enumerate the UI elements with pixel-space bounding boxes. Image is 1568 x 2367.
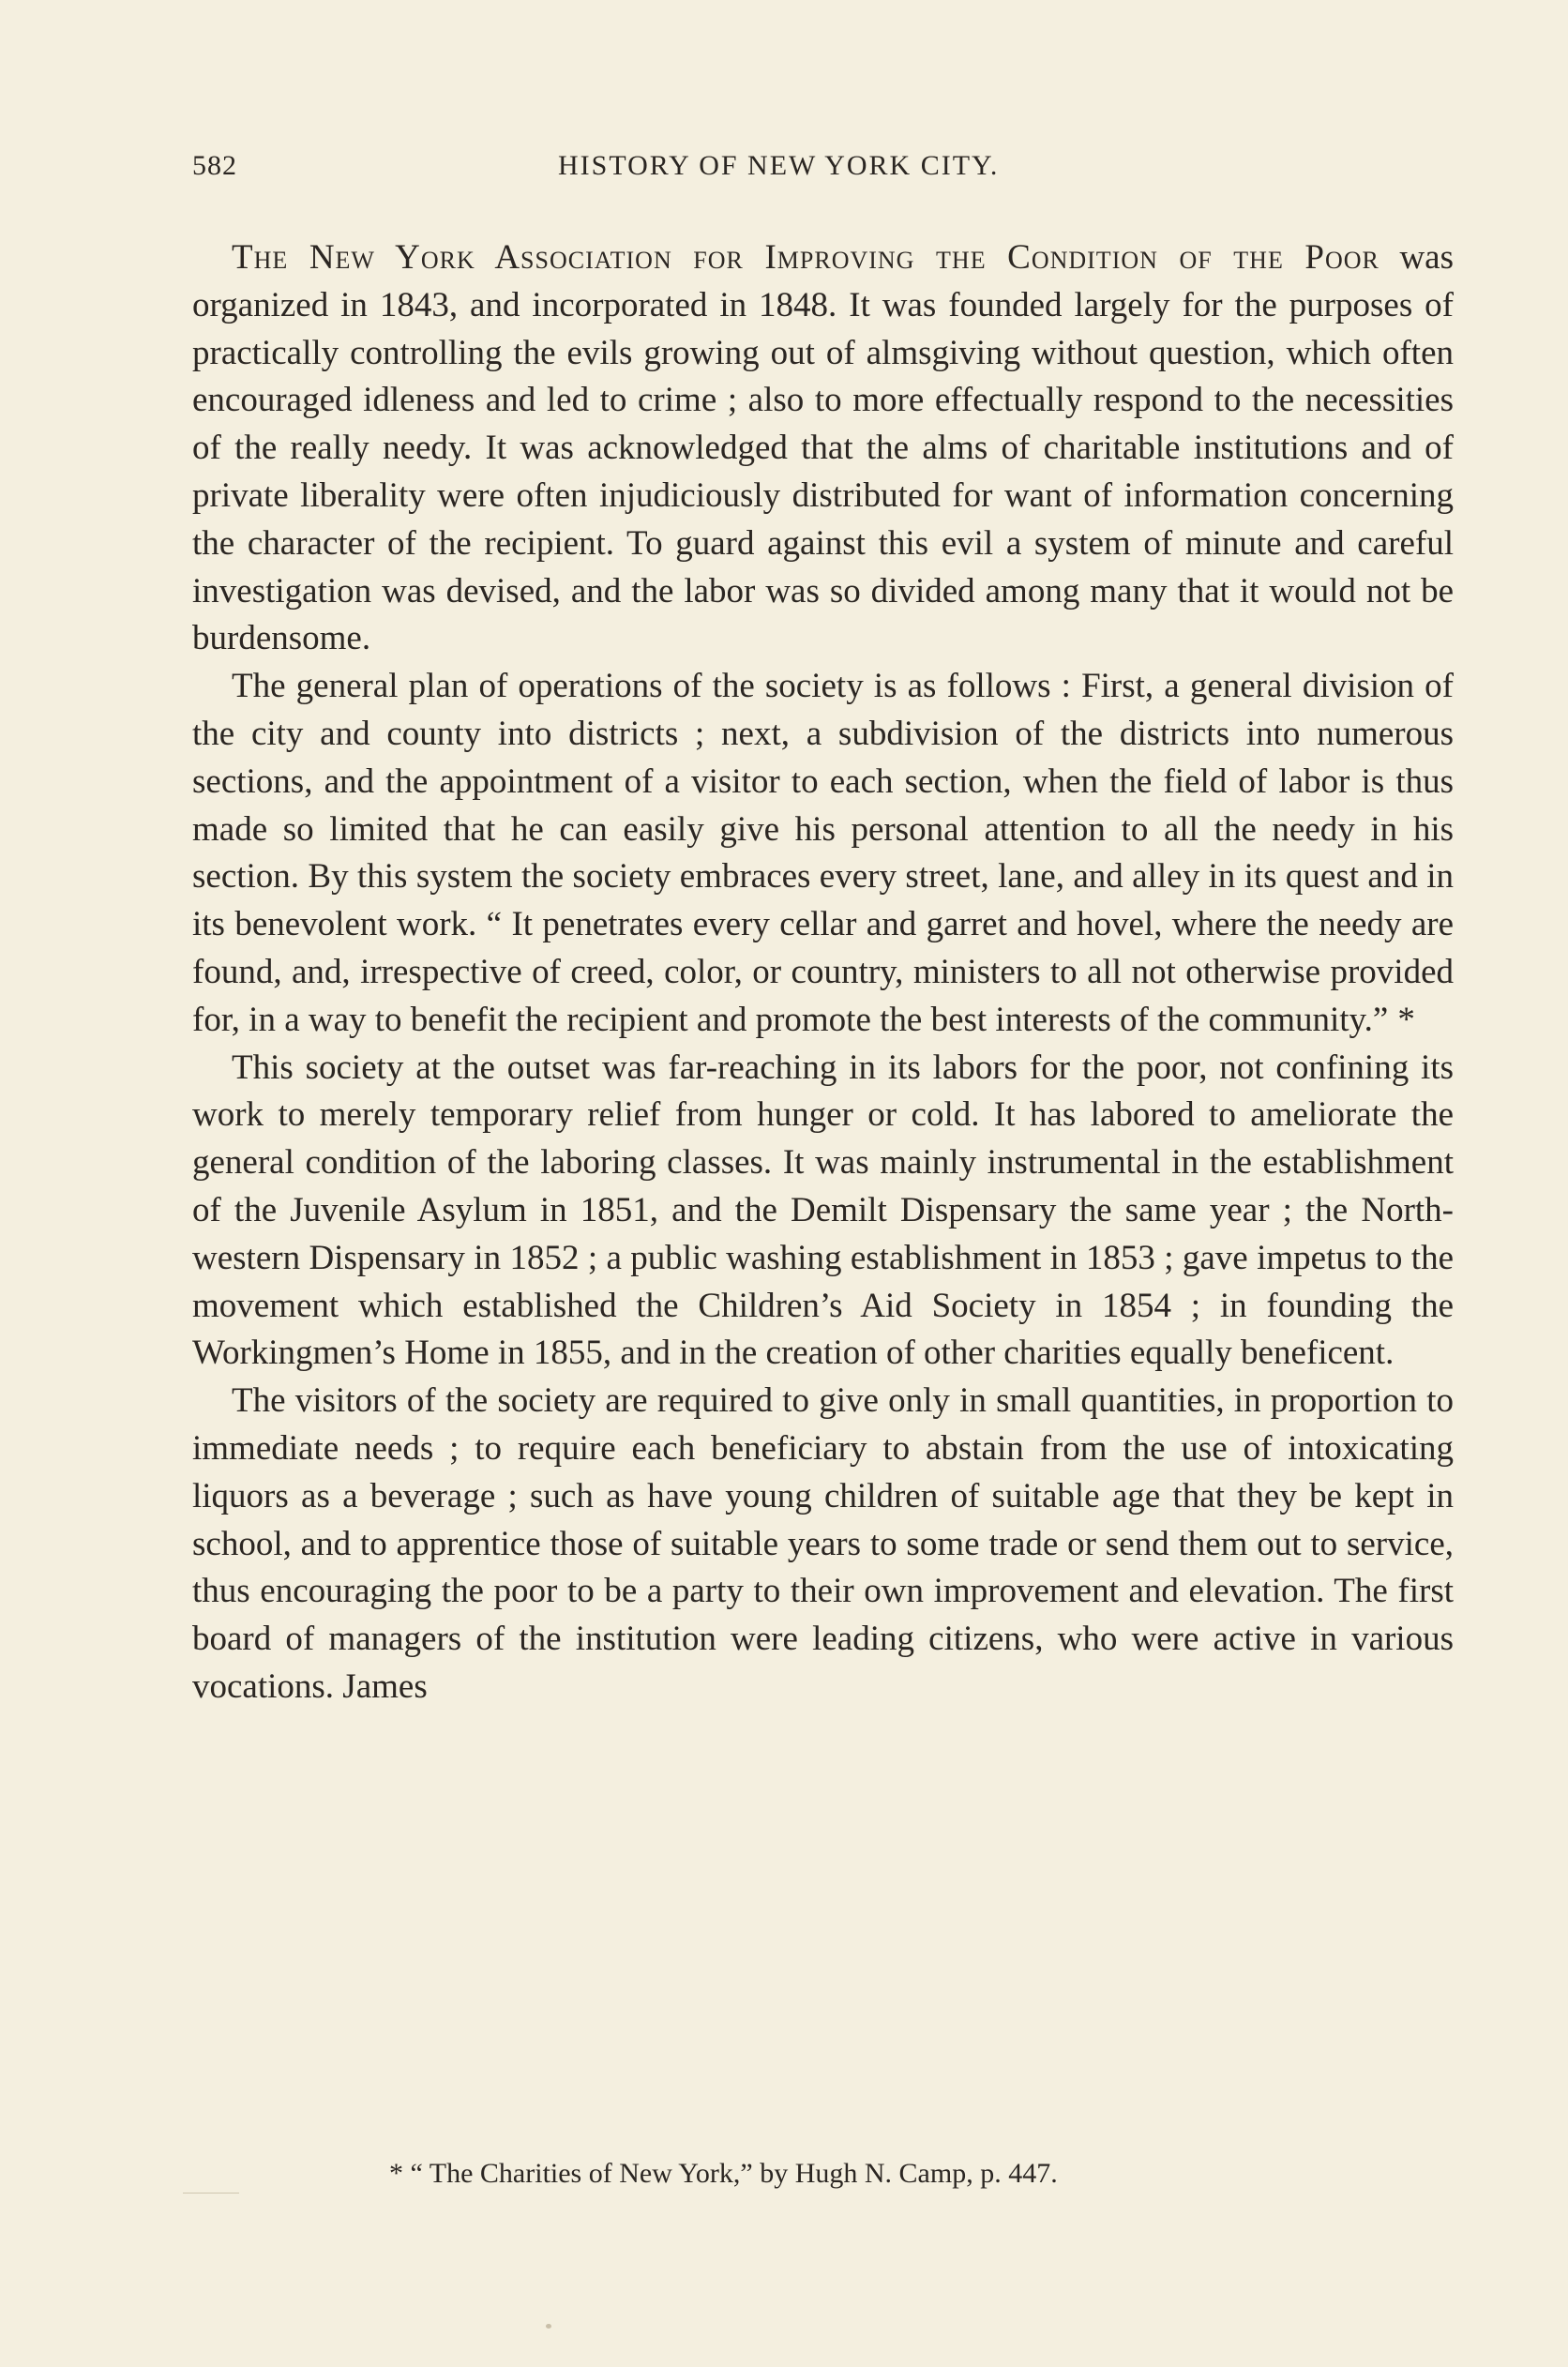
paragraph-3 <box>192 1045 1454 1379</box>
running-head <box>192 150 1449 193</box>
paragraph-2-text: The general plan of operations of the society is as follows : First, a general division of the city and county into districts ; next, a subdivision of the districts into numerous sections, and the appointment of a visitor to each section, when the field of labor is thus made so limited that he can easily give his personal attention to all the needy in his section. By this system the society embraces every street, lane, and alley in its quest and in its benevolent work. “ It penetrates every cellar and garret and hovel, where the needy are found, and, irrespective of creed, color, or country, ministers to all not otherwise provided for, in a way to benefit the recipient and promote the best interests of the community.” <box>192 667 1454 1039</box>
paragraph-3-text: This society at the outset was far-reaching in its labors for the poor, not confining its work to merely temporary relief from hunger or cold. It has labored to ameliorate the general condition of the laboring classes. It was mainly instrumental in the establishment of the Juvenile Asylum in 1851, and the Demilt Dispensary the same year ; the North-western Dispensary in 1852 ; a public washing establishment in 1853 ; gave impetus to the movement which established the Children’s Aid Society in 1854 ; in founding the Workingmen’s Home in 1855, and in the creation of other charities equally beneficent. <box>192 1048 1454 1373</box>
paper-speck <box>546 2324 551 2329</box>
footnote-reference-mark: * <box>1397 1000 1415 1039</box>
footnote: * “ The Charities of New York,” by Hugh N. Camp, p. 447. <box>389 2158 1058 2189</box>
association-name-heading: The New York Association for Improving the Condition of the Poor <box>232 238 1380 277</box>
body-text <box>192 234 1454 1711</box>
paragraph-4-text: The visitors of the society are required to give only in small quantities, in proportion to immediate needs ; to require each beneficiary to abstain from the use of intoxicating liquors as a beverage ; such as have young children of suitable age that they be kept in school, and to apprentice those of suitable years to some trade or send them out to service, thus encouraging the poor to be a party to their own improvement and elevation. The first board of managers of the institution were leading citizens, who were active in various vocations. James <box>192 1381 1454 1706</box>
paragraph-1-text: was organized in 1843, and incorporated in 1848. It was founded largely for the purposes of practically controlling the evils growing out of almsgiving without question, which often encouraged idleness and led to crime ; also to more effectually respond to the necessities of the really needy. It was acknowledged that the alms of charitable institutions and of private liberality were often injudiciously distributed for want of information concerning the character of the recipient. To guard against this evil a system of minute and careful investigation was devised, and the labor was so divided among many that it would not be burdensome. <box>192 238 1454 658</box>
running-title: HISTORY OF NEW YORK CITY. <box>558 150 1000 181</box>
paragraph-2 <box>192 663 1454 1044</box>
paragraph-4 <box>192 1378 1454 1711</box>
paragraph-1 <box>192 234 1454 663</box>
page-number: 582 <box>192 150 237 181</box>
footnote-divider <box>183 2193 239 2194</box>
